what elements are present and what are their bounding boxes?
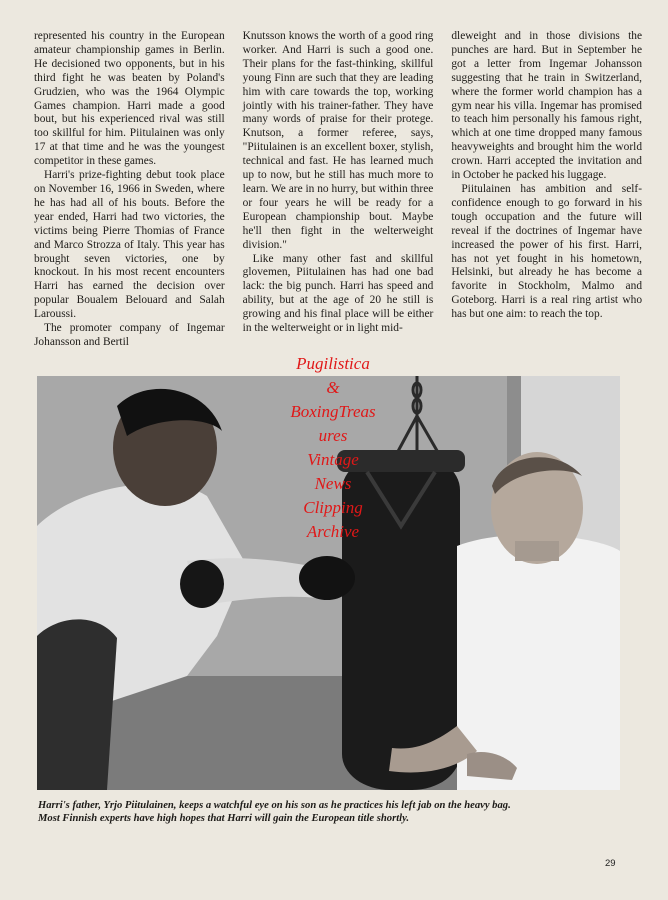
watermark-line: Pugilistica [296, 354, 370, 373]
paragraph: Piitulainen has ambition and self-confidence enough to go forward in his tough occupation and the future will reveal if the doctrines of Ingemar have increased the power of his first. Harri, has not yet fought in his hometown, Helsinki, but already he has become a favorite in Stockholm, Malmo and Goteborg. Harri is a real ring artist who has but one aim: to reach the top. [451, 182, 642, 321]
paragraph: dleweight and in those divisions the punches are hard. But in September he got a letter from Ingemar Johansson suggesting that he train in Switzerland, where the former world champion has a gym near his villa. Ingemar has promised to teach him personally his famous right, which at one time dropped many famous heavyweights and brought him the world crown. Harri accepted the invitation and in October he packed his luggage. [451, 30, 642, 182]
paragraph: Like many other fast and skillful glovemen, Piitulainen has had one bad lack: the big punch. Harri has speed and ability, but at the age of 20 he still is growing and his final place will be either in the welterweight or in light mid- [242, 252, 434, 335]
article-columns [34, 30, 642, 366]
watermark-line: Vintage [307, 450, 359, 469]
watermark-line: Clipping [303, 498, 363, 517]
watermark-line: Archive [306, 522, 360, 541]
caption-line: Harri's father, Yrjo Piitulainen, keeps a watchful eye on his son as he practices his left jab on the heavy bag. [38, 800, 511, 811]
paragraph: Harri's prize-fighting debut took place on November 16, 1966 in Sweden, where he has had all of his bouts. Before the year ended, Harri had two victories, the victims being Pierre Thomias of France and Marco Strozza of Italy. This year has brought seven victories, one by knockout. In his most recent encounters Harri has earned the decision over popular Boualem Belouard and Salah Laroussi. [34, 169, 225, 321]
paragraph: represented his country in the European amateur championship games in Berlin. He decisioned two opponents, but in his third fight he was beaten by Poland's Grudzien, who was the 1964 Olympic Games champion. Harri made a good bout, but his experienced rival was still too skillful for him. Piitulainen was only 17 at that time and he was the youngest competitor in these games. [34, 30, 225, 168]
photo-caption [38, 799, 628, 826]
article-column-1 [34, 30, 225, 366]
archive-watermark [268, 352, 398, 544]
article-column-3 [451, 30, 642, 366]
article-column-2 [243, 30, 434, 366]
caption-line: Most Finnish experts have high hopes that Harri will gain the European title shortly. [38, 813, 410, 825]
watermark-line: BoxingTreas [290, 402, 376, 421]
watermark-line: ures [318, 426, 348, 445]
page-number: 29 [605, 858, 616, 869]
watermark-line: News [314, 474, 352, 493]
paragraph: The promoter company of Ingemar Johansson and Bertil [34, 322, 225, 348]
paragraph: Knutsson knows the worth of a good ring worker. And Harri is such a good one. Their plans for the fast-thinking, skillful young Finn are such that they are leading him with care towards the top, working jointly with his trainer-father. They have many words of praise for their protege. Knutson, a former referee, says, "Piitulainen is an excellent boxer, stylish, technical and fast. He has learned much up to now, but he still has much more to learn. We are in no hurry, but within three or four years he will be ready for a European championship bout. Maybe he'll then fight in the welterweight division." [242, 30, 434, 251]
watermark-line: & [326, 378, 340, 397]
